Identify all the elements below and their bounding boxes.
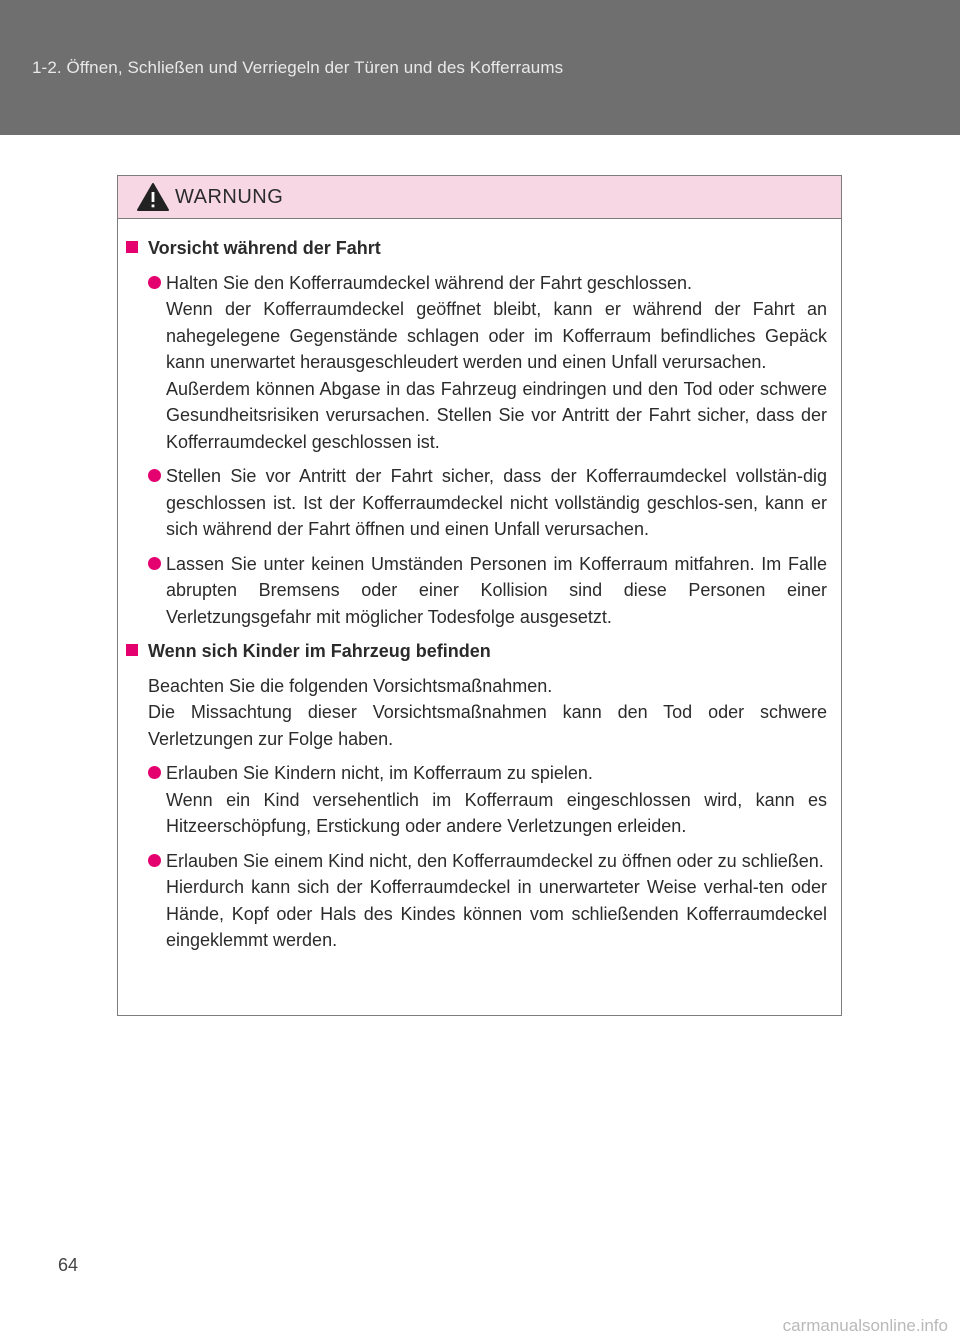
round-bullet-icon (148, 766, 161, 779)
page-header (0, 0, 960, 135)
warning-triangle-icon (136, 182, 170, 212)
page-number: 64 (58, 1255, 79, 1275)
bullet-paragraph: Erlauben Sie einem Kind nicht, den Kofferraumdeckel zu öffnen oder zu schließen. (166, 850, 824, 871)
round-bullet-icon (148, 854, 161, 867)
section-heading-text: Wenn sich Kinder im Fahrzeug befinden (148, 641, 491, 661)
bullet-paragraph: Stellen Sie vor Antritt der Fahrt sicher, dass der Kofferraumdeckel vollstän-dig geschlossen ist. Ist der Kofferraumdeckel nicht vollständig geschlos-sen, kann er sich während der Fahrt öffnen und einen Unfall verursachen. (166, 466, 827, 539)
section-heading (126, 235, 827, 262)
square-bullet-icon (126, 241, 138, 253)
square-bullet-icon (126, 644, 138, 656)
bullet-paragraph: Hierdurch kann sich der Kofferraumdeckel in unerwarteter Weise verhal-ten oder Hände, Kopf oder Hals des Kindes können vom schließenden Kofferraumdeckel eingeklemmt werden. (166, 877, 827, 950)
bullet-paragraph: Wenn der Kofferraumdeckel geöffnet bleibt, kann er während der Fahrt an nahegelegene Gegenstände schlagen oder im Kofferraum befindliches Gepäck kann unerwartet herausgeschleudert werden und einen Unfall verursachen. (166, 299, 827, 372)
bullet-item (126, 848, 827, 954)
warning-box (117, 175, 842, 1016)
section-heading-text: Vorsicht während der Fahrt (148, 238, 381, 258)
bullet-paragraph: Halten Sie den Kofferraumdeckel während der Fahrt geschlossen. (166, 272, 692, 293)
bullet-paragraph: Lassen Sie unter keinen Umständen Personen im Kofferraum mitfahren. Im Falle abrupten Bremsens oder einer Kollision sind diese Personen einer Verletzungsgefahr mit möglicher Todesfolge ausgesetzt. (166, 553, 827, 627)
warning-header (118, 176, 841, 219)
warning-content (118, 219, 841, 962)
chapter-title: 1-2. Öffnen, Schließen und Verriegeln der Türen und des Kofferraums (32, 58, 564, 77)
bullet-paragraph: Erlauben Sie Kindern nicht, im Kofferraum zu spielen. (166, 763, 593, 783)
bullet-paragraph: Wenn ein Kind versehentlich im Kofferraum eingeschlossen wird, kann es Hitzeerschöpfung, Erstickung oder andere Verletzungen erleiden. (166, 789, 827, 836)
bullet-item (126, 760, 827, 840)
bullet-paragraph: Außerdem können Abgase in das Fahrzeug eindringen und den Tod oder schwere Gesundheitsrisiken verursachen. Stellen Sie vor Antritt der Fahrt sicher, dass der Kofferraumdeckel geschlossen ist. (166, 378, 827, 452)
watermark-text: carmanualsonline.info (782, 1316, 948, 1335)
round-bullet-icon (148, 276, 161, 289)
round-bullet-icon (148, 469, 161, 482)
bullet-item (126, 551, 827, 631)
warning-title: WARNUNG (175, 186, 284, 208)
section-heading (126, 638, 827, 665)
section-intro (126, 673, 827, 753)
intro-paragraph: Die Missachtung dieser Vorsichtsmaßnahmen kann den Tod oder schwere Verletzungen zur Folge haben. (148, 702, 827, 749)
round-bullet-icon (148, 557, 161, 570)
bullet-item (126, 463, 827, 543)
bullet-item (126, 270, 827, 456)
intro-paragraph: Beachten Sie die folgenden Vorsichtsmaßnahmen. (148, 675, 553, 696)
